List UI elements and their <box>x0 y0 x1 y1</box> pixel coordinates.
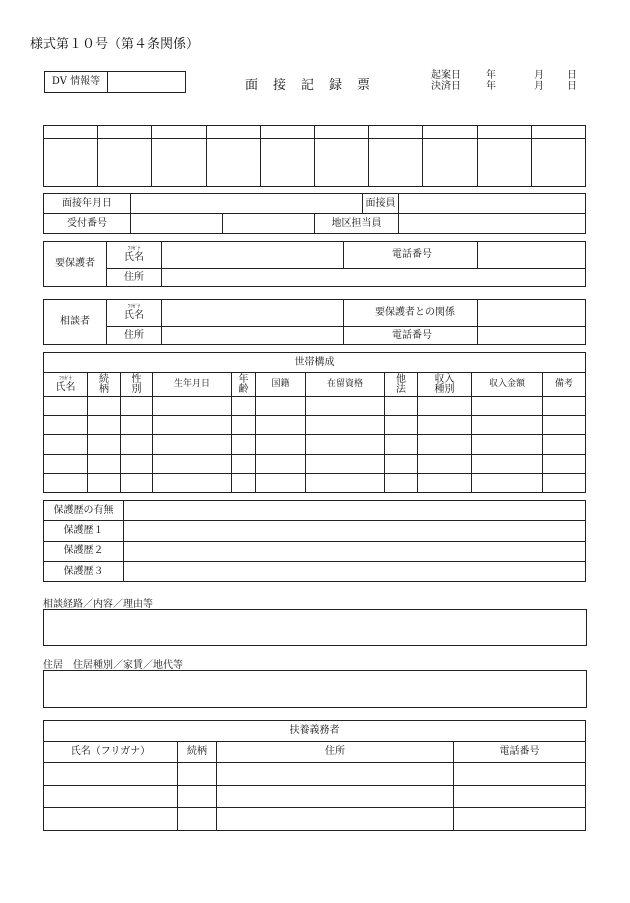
consultant-name-field[interactable] <box>162 300 344 327</box>
settled-month: 月 <box>534 81 544 92</box>
protected-address-label: 住所 <box>107 268 162 286</box>
protected-person-heading: 要保護者 <box>44 242 107 287</box>
dv-info-field[interactable] <box>108 72 186 93</box>
protection-history-presence-label: 保護歴の有無 <box>44 501 124 521</box>
supporters-row <box>44 808 586 831</box>
settled-year: 年 <box>486 81 496 92</box>
supporters-row <box>44 785 586 808</box>
supporters-table <box>43 720 586 831</box>
household-table <box>43 352 586 493</box>
protection-history-table <box>43 500 586 582</box>
consultation-label: 相談経路／内容／理由等 <box>43 599 153 610</box>
protection-history-3-field[interactable] <box>124 561 586 581</box>
stamp-header-cell[interactable] <box>477 126 531 139</box>
protected-name-field[interactable] <box>162 242 344 269</box>
stamp-grid <box>43 125 586 187</box>
dv-info-box <box>44 71 186 93</box>
protection-history-2-field[interactable] <box>124 541 586 561</box>
protected-name-label: ﾌﾘｶﾞﾅ 氏名 <box>107 242 162 269</box>
consultant-table <box>43 299 586 345</box>
household-row <box>44 435 586 454</box>
household-col-nationality: 国籍 <box>256 373 306 397</box>
protected-phone-field[interactable] <box>478 242 586 269</box>
stamp-header-cell[interactable] <box>98 126 152 139</box>
page-title: 面 接 記 録 票 <box>245 78 372 93</box>
supporters-heading: 扶養義務者 <box>44 721 586 742</box>
stamp-cell[interactable] <box>531 139 585 187</box>
protected-phone-label: 電話番号 <box>344 242 478 269</box>
stamp-cell[interactable] <box>314 139 368 187</box>
consultant-address-field[interactable] <box>162 326 344 344</box>
consultant-relation-label: 要保護者との関係 <box>344 300 478 327</box>
household-col-income-amount: 収入金額 <box>472 373 543 397</box>
interview-date-field[interactable] <box>131 194 363 214</box>
protected-person-table <box>43 241 586 287</box>
receipt-number-field-2[interactable] <box>223 214 315 234</box>
stamp-cell[interactable] <box>44 139 98 187</box>
protection-history-1-field[interactable] <box>124 521 586 541</box>
stamp-cell[interactable] <box>477 139 531 187</box>
protection-history-presence-field[interactable] <box>124 501 586 521</box>
household-row <box>44 454 586 473</box>
drafted-month: 月 <box>534 70 544 81</box>
dv-info-label: DV 情報等 <box>45 72 108 93</box>
consultant-name-label: ﾌﾘｶﾞﾅ 氏名 <box>107 300 162 327</box>
household-col-income-type: 収入種別 <box>418 373 472 397</box>
protection-history-1-label: 保護歴１ <box>44 521 124 541</box>
consultant-address-label: 住所 <box>107 326 162 344</box>
stamp-header-cell[interactable] <box>260 126 314 139</box>
household-col-other-law: 他法 <box>385 373 418 397</box>
household-row <box>44 416 586 435</box>
drafted-year: 年 <box>486 70 496 81</box>
district-officer-field[interactable] <box>399 214 586 234</box>
stamp-header-cell[interactable] <box>531 126 585 139</box>
stamp-header-cell[interactable] <box>369 126 423 139</box>
form-number: 様式第１０号（第４条関係） <box>30 37 200 52</box>
settled-day: 日 <box>567 81 577 92</box>
residence-label: 住居 住居種別／家賃／地代等 <box>43 660 183 671</box>
supporters-col-address: 住所 <box>217 742 454 763</box>
stamp-cell[interactable] <box>98 139 152 187</box>
residence-field[interactable] <box>43 670 587 708</box>
protection-history-3-label: 保護歴３ <box>44 561 124 581</box>
household-col-relation: 続柄 <box>88 373 121 397</box>
stamp-cell[interactable] <box>152 139 206 187</box>
household-col-residence-status: 在留資格 <box>306 373 385 397</box>
settled-label: 決済日 <box>431 81 461 92</box>
stamp-cell[interactable] <box>260 139 314 187</box>
stamp-header-cell[interactable] <box>314 126 368 139</box>
receipt-number-field[interactable] <box>131 214 223 234</box>
approval-block <box>431 70 581 94</box>
stamp-header-cell[interactable] <box>423 126 477 139</box>
household-heading: 世帯構成 <box>44 353 586 373</box>
stamp-cell[interactable] <box>423 139 477 187</box>
protection-history-2-label: 保護歴２ <box>44 541 124 561</box>
supporters-col-relation: 続柄 <box>178 742 217 763</box>
household-col-name: ﾌﾘｶﾞﾅ 氏名 <box>44 373 88 397</box>
supporters-col-name: 氏名（フリガナ） <box>44 742 178 763</box>
drafted-label: 起案日 <box>431 70 461 81</box>
household-row <box>44 397 586 416</box>
interviewer-label: 面接員 <box>363 194 399 214</box>
consultant-relation-field[interactable] <box>478 300 586 327</box>
interview-info-table <box>43 193 586 234</box>
stamp-cell[interactable] <box>206 139 260 187</box>
district-officer-label: 地区担当員 <box>315 214 399 234</box>
stamp-cell[interactable] <box>369 139 423 187</box>
consultant-phone-field[interactable] <box>478 326 586 344</box>
receipt-number-label: 受付番号 <box>44 214 131 234</box>
interview-date-label: 面接年月日 <box>44 194 131 214</box>
protected-address-field[interactable] <box>162 268 586 286</box>
stamp-header-cell[interactable] <box>206 126 260 139</box>
household-row <box>44 473 586 492</box>
household-col-birthdate: 生年月日 <box>153 373 232 397</box>
supporters-col-phone: 電話番号 <box>454 742 586 763</box>
consultation-field[interactable] <box>43 609 587 646</box>
household-col-notes: 備考 <box>543 373 586 397</box>
household-col-age: 年齢 <box>232 373 256 397</box>
stamp-header-cell[interactable] <box>44 126 98 139</box>
consultant-heading: 相談者 <box>44 300 107 345</box>
consultant-phone-label: 電話番号 <box>344 326 478 344</box>
interviewer-field[interactable] <box>399 194 586 214</box>
household-col-gender: 性別 <box>121 373 153 397</box>
drafted-day: 日 <box>567 70 577 81</box>
supporters-row <box>44 763 586 786</box>
stamp-header-cell[interactable] <box>152 126 206 139</box>
